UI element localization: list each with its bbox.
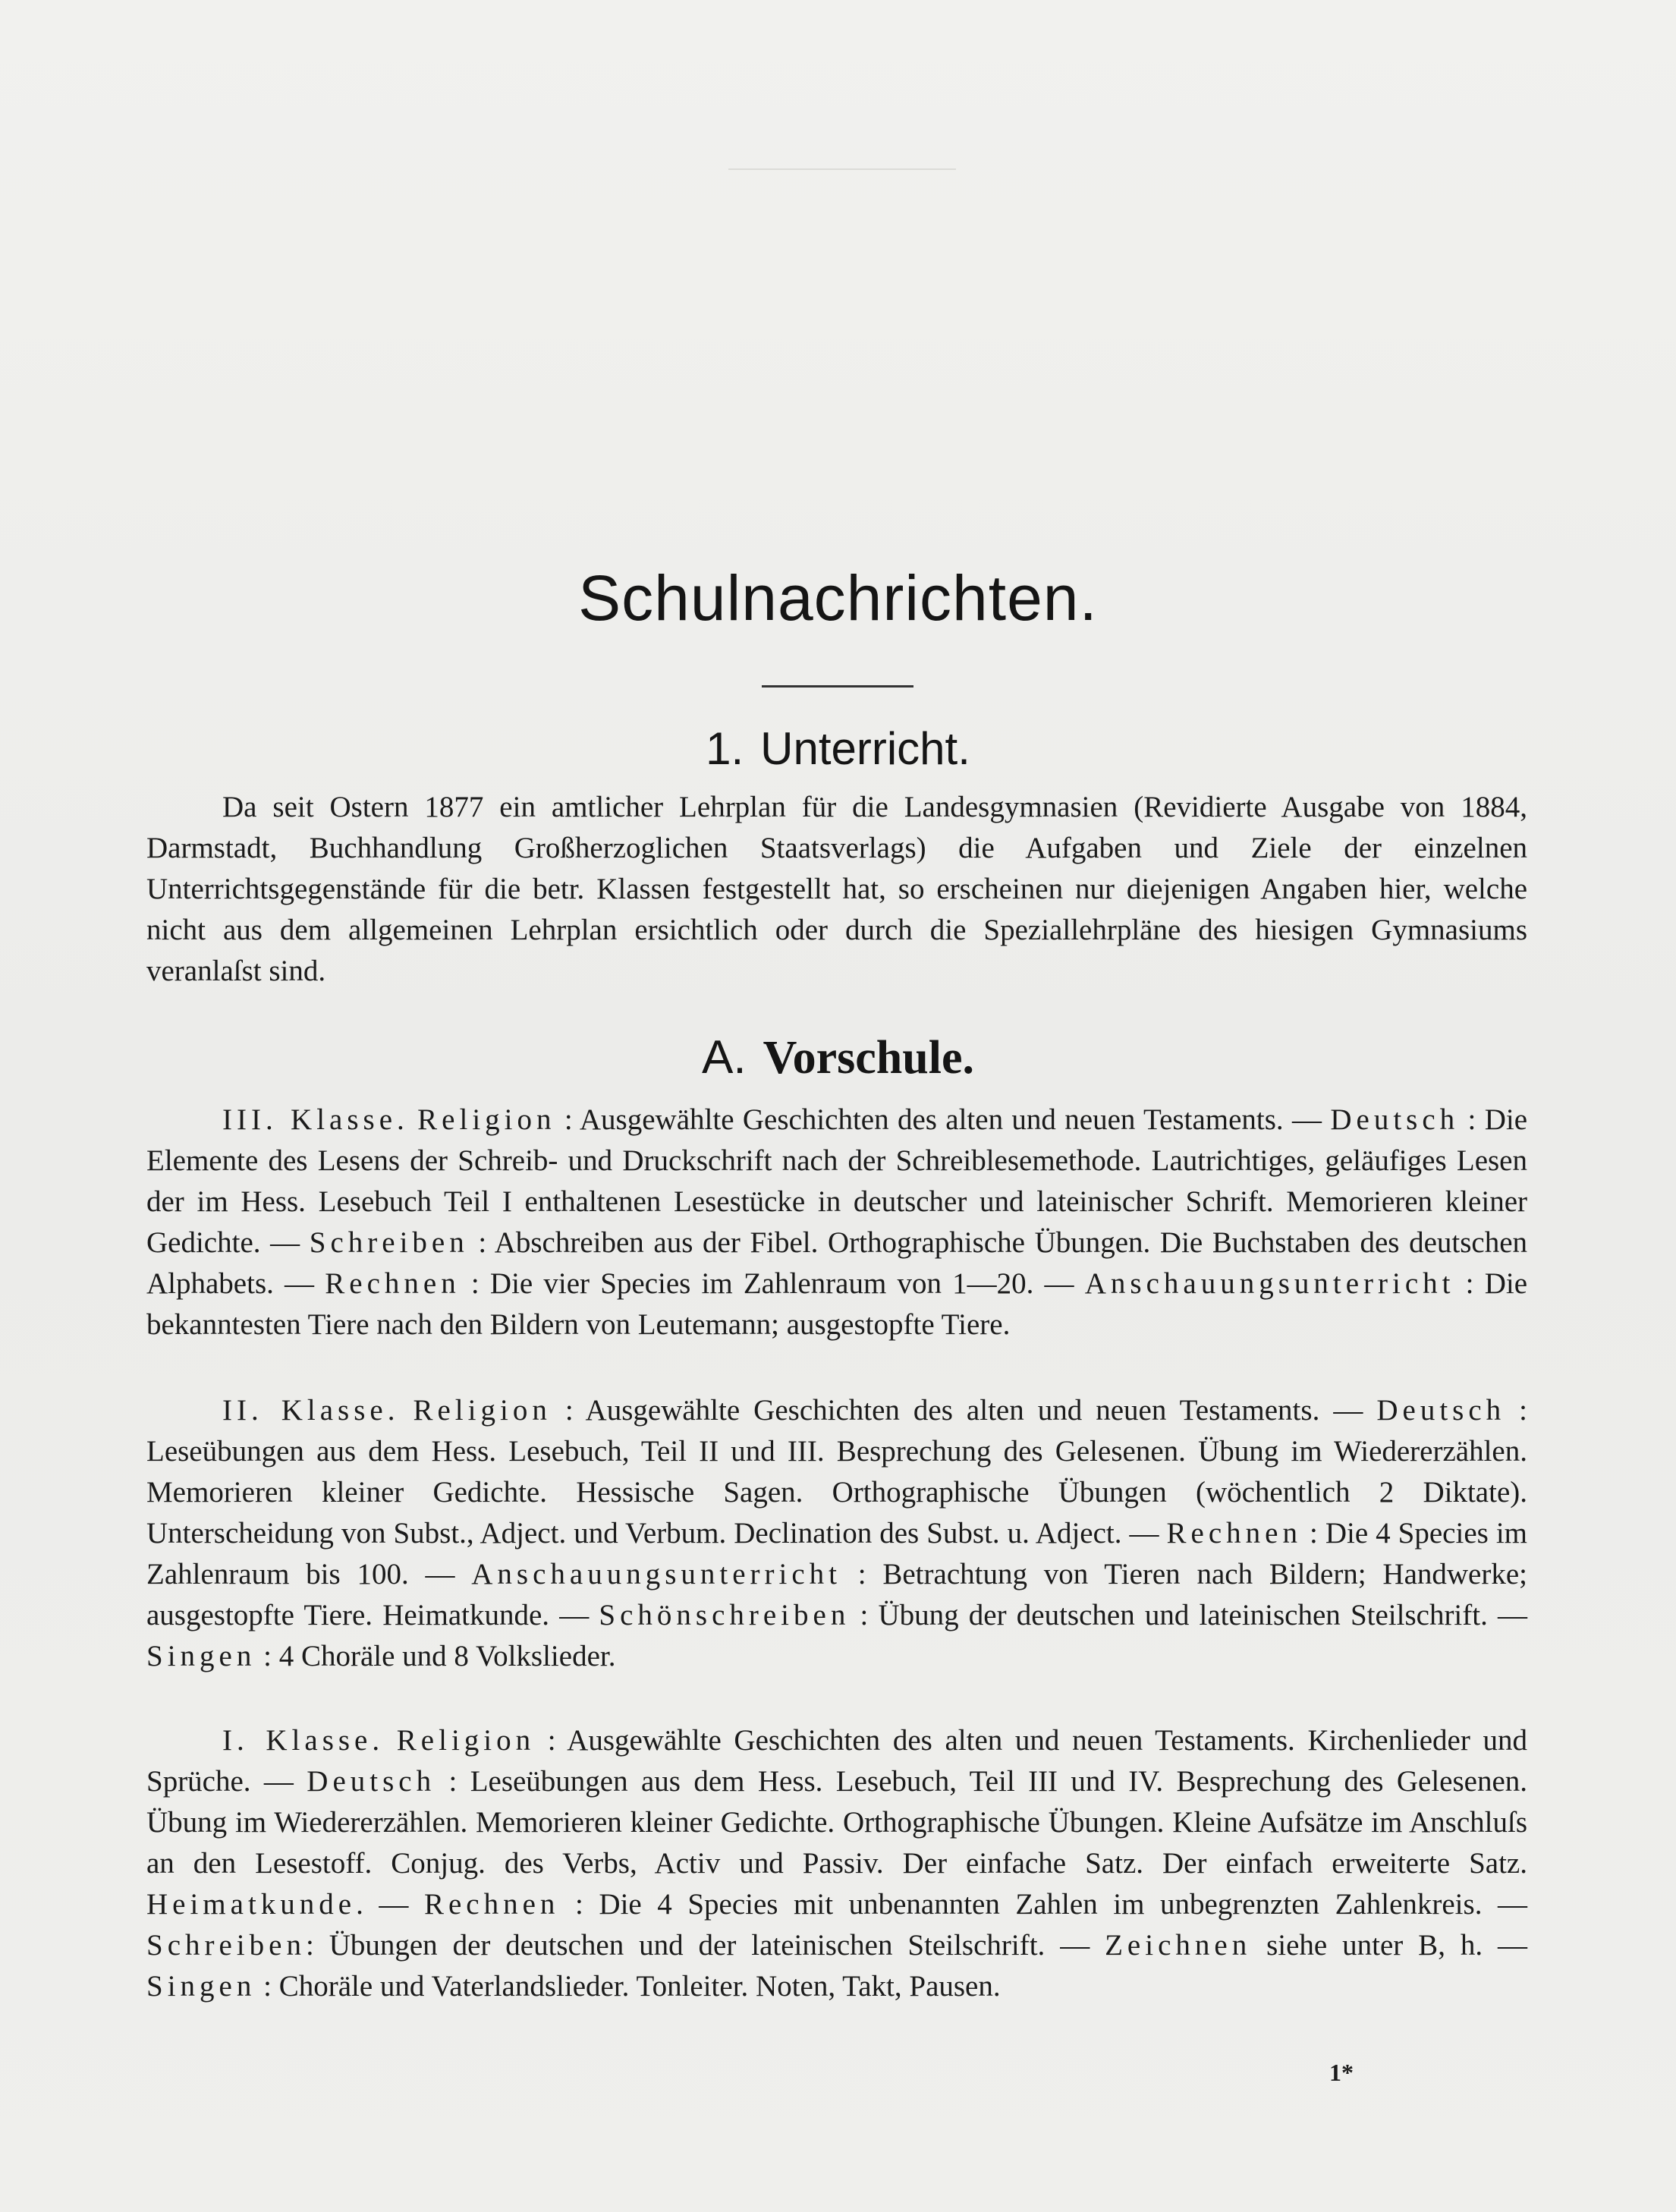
intro-paragraph: [146, 787, 1527, 992]
subject-text: Die bekanntesten Tiere nach den Bildern von Leutemann; ausgestopfte Tiere.: [146, 1267, 1528, 1341]
subject-text: —: [379, 1888, 409, 1921]
subject-label: Deutsch: [1330, 1103, 1460, 1136]
subsection-heading: [0, 1030, 1676, 1085]
class-name: I. Klasse.: [222, 1724, 385, 1757]
intro-text: Da seit Ostern 1877 ein amtlicher Lehrplan für die Landesgymnasien (Revidierte Ausgabe von 1884, Darmstadt, Buchhandlung Großherzoglichen Staatsverlags) die Aufgaben und Ziele der einzelnen Unterrichtsgegenstände für die betr. Klassen festgestellt hat, so erscheinen nur diejenigen Angaben hier, welche nicht aus dem allgemeinen Lehrplan ersichtlich oder durch die Speziallehrpläne des hiesigen Gymnasiums veranlaſst sind.: [146, 791, 1527, 987]
section-title: Unterricht.: [760, 723, 970, 774]
section-heading: [0, 722, 1676, 775]
page-title: Schulnachrichten.: [578, 562, 1098, 634]
subject-label: Rechnen: [1166, 1517, 1302, 1550]
subsection-letter: A.: [701, 1031, 747, 1084]
subject-label: Anschauungsunterricht: [471, 1558, 841, 1591]
subject-text: Leseübungen aus dem Hess. Lesebuch, Teil III und IV. Besprechung des Gelesenen. Übung im Wiedererzählen. Memorieren kleiner Gedichte. Orthographische Übungen. Kleine Aufsätze im Anschluſs an den Lesestoff. Conjug. des Verbs, Activ und Passiv. Der einfache Satz. Der einfach erweiterte Satz.: [146, 1765, 1528, 1880]
subject-text: Leseübungen aus dem Hess. Lesebuch, Teil II und III. Besprechung des Gelesenen. Übung im Wiedererzählen. Memorieren kleiner Gedichte. Hessische Sagen. Orthographische Übungen (wöchentlich 2 Diktate). Unterscheidung von Subst., Adject. und Verbum. Declination des Subst. u. Adject. —: [146, 1435, 1527, 1550]
page-number: 1*: [1329, 2059, 1354, 2086]
subject-label: Singen: [146, 1640, 256, 1672]
class-name: II. Klasse.: [222, 1394, 400, 1427]
subject-label: Religion: [396, 1724, 536, 1757]
subject-text: Ausgewählte Geschichten des alten und neuen Testaments. —: [585, 1394, 1363, 1427]
subject-label: Rechnen: [423, 1888, 560, 1921]
subject-label: Schreiben: [146, 1929, 306, 1962]
subject-label: Schreiben: [309, 1226, 469, 1259]
subject-text: siehe unter B, h. —: [1266, 1929, 1528, 1962]
subject-text: Die vier Species im Zahlenraum von 1—20. —: [489, 1267, 1074, 1300]
subject-text: Ausgewählte Geschichten des alten und neuen Testaments. —: [579, 1103, 1322, 1136]
class-paragraph-i: I. Klasse. Religion : Ausgewählte Geschichten des alten und neuen Testaments. Kirchenlieder und Sprüche. — Deutsch : Leseübungen aus dem Hess. Lesebuch, Teil III und IV. Besprechung des Gelesenen. Übung im Wiedererzählen. Memorieren kleiner Gedichte. Orthographische Übungen. Kleine Aufsätze im Anschluſs an den Lesestoff. Conjug. des Verbs, Activ und Passiv. Der einfache Satz. Der einfach erweiterte Satz. Heimatkunde. — Rechnen : Die 4 Species mit unbenannten Zahlen im unbegrenzten Zahlenkreis. — Schreiben: Übungen der deutschen und der lateinischen Steilschrift. — Zeichnen siehe unter B, h. — Singen : Choräle und Vaterlandslieder. Tonleiter. Noten, Takt, Pausen.: [146, 1724, 1528, 2003]
subject-text: Übung der deutschen und lateinischen Steilschrift. —: [878, 1599, 1527, 1631]
section-number: 1.: [706, 723, 744, 774]
subject-label: Deutsch: [307, 1765, 436, 1798]
subject-text: Choräle und Vaterlandslieder. Tonleiter. Noten, Takt, Pausen.: [278, 1970, 1001, 2003]
subject-text: Betrachtung von Tieren nach Bildern; Handwerke; ausgestopfte Tiere. Heimatkunde. —: [146, 1558, 1527, 1631]
subject-text: Abschreiben aus der Fibel. Orthographische Übungen. Die Buchstaben des deutschen Alphabets. —: [146, 1226, 1528, 1300]
subject-label: Religion: [413, 1394, 552, 1427]
subject-label: Deutsch: [1376, 1394, 1506, 1427]
subject-text: 4 Choräle und 8 Volkslieder.: [278, 1640, 616, 1672]
subject-text: Die Elemente des Lesens der Schreib- und Druckschrift nach der Schreiblesemethode. Lautrichtiges, geläufiges Lesen der im Hess. Lesebuch Teil I enthaltenen Lesestücke in deutscher und lateinischer Schrift. Memorieren kleiner Gedichte. —: [146, 1103, 1528, 1259]
class-paragraph-iii: III. Klasse. Religion : Ausgewählte Geschichten des alten und neuen Testaments. — Deutsch : Die Elemente des Lesens der Schreib- und Druckschrift nach der Schreiblesemethode. Lautrichtiges, geläufiges Lesen der im Hess. Lesebuch Teil I enthaltenen Lesestücke in deutscher und lateinischer Schrift. Memorieren kleiner Gedichte. — Schreiben : Abschreiben aus der Fibel. Orthographische Übungen. Die Buchstaben des deutschen Alphabets. — Rechnen : Die vier Species im Zahlenraum von 1—20. — Anschauungsunterricht : Die bekanntesten Tiere nach den Bildern von Leutemann; ausgestopfte Tiere.: [146, 1103, 1528, 1341]
subject-label: Zeichnen: [1105, 1929, 1252, 1962]
bleed-through-rule: [728, 168, 956, 170]
subject-text: Übungen der deutschen und der lateinischen Steilschrift. —: [329, 1929, 1090, 1962]
subject-label: Heimatkunde: [146, 1888, 357, 1921]
subject-text: Die 4 Species mit unbenannten Zahlen im unbegrenzten Zahlenkreis. —: [599, 1888, 1528, 1921]
subject-label: Religion: [417, 1103, 556, 1136]
subject-label: Rechnen: [325, 1267, 461, 1300]
subject-label: Singen: [146, 1970, 256, 2003]
subject-text: Ausgewählte Geschichten des alten und neuen Testaments. Kirchenlieder und Sprüche. —: [146, 1724, 1528, 1798]
subject-label: Schönschreiben: [599, 1599, 851, 1631]
class-name: III. Klasse.: [222, 1103, 409, 1136]
class-paragraph-ii: II. Klasse. Religion : Ausgewählte Geschichten des alten und neuen Testaments. — Deutsch : Leseübungen aus dem Hess. Lesebuch, Teil II und III. Besprechung des Gelesenen. Übung im Wiedererzählen. Memorieren kleiner Gedichte. Hessische Sagen. Orthographische Übungen (wöchentlich 2 Diktate). Unterscheidung von Subst., Adject. und Verbum. Declination des Subst. u. Adject. — Rechnen : Die 4 Species im Zahlenraum bis 100. — Anschauungsunterricht : Betrachtung von Tieren nach Bildern; Handwerke; ausgestopfte Tiere. Heimatkunde. — Schönschreiben : Übung der deutschen und lateinischen Steilschrift. — Singen : 4 Choräle und 8 Volkslieder.: [146, 1394, 1528, 1672]
subject-label: Anschauungsunterricht: [1084, 1267, 1455, 1300]
subsection-title: Vorschule.: [763, 1032, 975, 1084]
title-divider: [762, 685, 913, 688]
subject-text: Die 4 Species im Zahlenraum bis 100. —: [146, 1517, 1527, 1591]
